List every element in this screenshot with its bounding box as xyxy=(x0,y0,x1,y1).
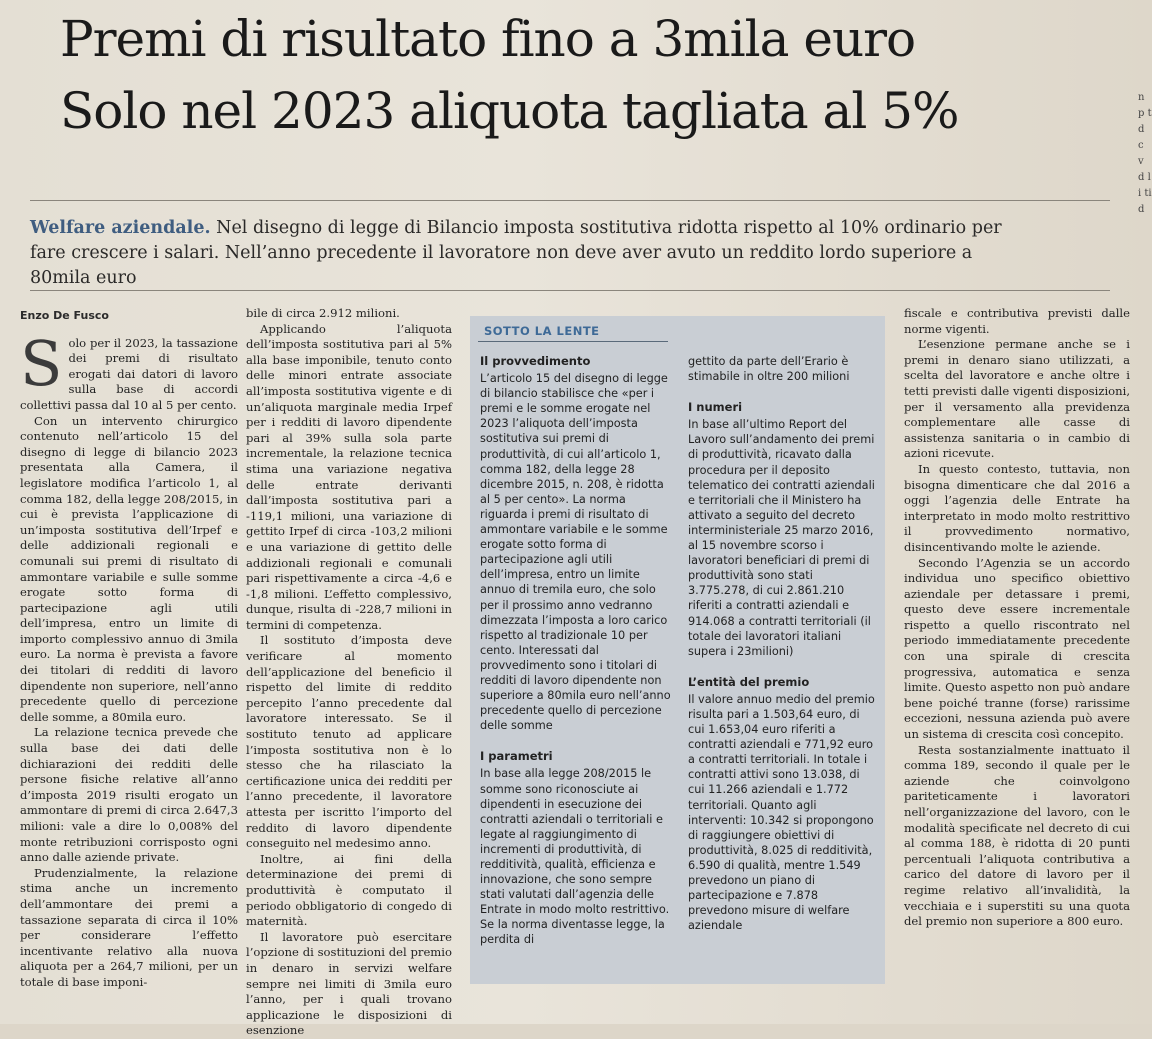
sidebar-title: SOTTO LA LENTE xyxy=(484,324,600,338)
section-heading-parametri: I parametri xyxy=(480,749,553,764)
article-paragraph: bile di circa 2.912 milioni. xyxy=(246,306,400,320)
article-paragraph: Prudenzialmente, la relazione stima anche un incremento dell’ammontare dei premi a tassazione separata di circa il 10% per considerare l’effetto incentivante relativo alla nuova aliquota per a 264,7 milioni, per un totale di base imponi- xyxy=(20,865,238,989)
article-column-1 xyxy=(20,308,238,991)
sidebar-title-rule xyxy=(478,341,668,342)
article-paragraph: Solo per il 2023, la tassazione dei premi di risultato erogati dai datori di lavoro sulla base di accordi collettivi passa dal 10 al 5 per cento. xyxy=(20,326,238,412)
summary-text: Nel disegno di legge di Bilancio imposta sostitutiva ridotta rispetto al 10% ordinario per fare crescere i salari. Nell’anno precedente il lavoratore non deve aver avuto un reddito lordo superiore a 80mila euro xyxy=(30,218,1002,288)
section-text-entita: Il valore annuo medio del premio risulta pari a 1.503,64 euro, di cui 1.653,04 euro riferiti a contratti aziendali e 771,92 euro a contratti territoriali. In totale i contratti attivi sono 13.038, di cui 11.266 aziendali e 1.772 territoriali. Quanto agli interventi: 10.342 si propongono di raggiungere obiettivi di produttività, 8.025 di redditività, 6.590 di qualità, mentre 1.549 prevedono un piano di partecipazione e 7.878 prevedono misure di welfare aziendale xyxy=(688,692,875,933)
article-paragraph: fiscale e contributiva previsti dalle norme vigenti. xyxy=(904,306,1130,336)
article-column-4 xyxy=(904,306,1130,930)
summary-lead: Welfare aziendale. xyxy=(30,218,211,238)
article-paragraph: Applicando l’aliquota dell’imposta sostitutiva pari al 5% alla base imponibile, tenuto conto delle minori entrate associate all’imposta sostitutiva vigente e di un’aliquota marginale media Irpef per i redditi di lavoro dipendente pari al 39% sulla sola parte incrementale, la relazione tecnica stima una variazione negativa delle entrate derivanti dall’imposta sostitutiva pari a -119,1 milioni, una variazione di gettito Irpef di circa -103,2 milioni e una variazione di gettito delle addizionali regionali e comunali pari rispettivamente a circa -4,6 e -1,8 milioni. L’effetto complessivo, dunque, risulta di -228,7 milioni in termini di competenza. xyxy=(246,321,452,632)
sidebar-column-2 xyxy=(688,354,876,949)
article-paragraph: Il sostituto d’imposta deve verificare al momento dell’applicazione del beneficio il rispetto del limite di reddito percepito l’anno precedente dal lavoratore interessato. Se il sostituto tenuto ad applicare l’imposta sostitutiva non è lo stesso che ha rilasciato la certificazione unica dei redditi per l’anno precedente, il lavoratore attesta per iscritto l’importo del reddito di lavoro dipendente conseguito nel medesimo anno. xyxy=(246,633,452,851)
summary-rule xyxy=(30,290,1110,291)
article-paragraph: Inoltre, ai fini della determinazione dei premi di produttività è computato il periodo obbligatorio di congedo di maternità. xyxy=(246,851,452,929)
section-heading-entita: L’entità del premio xyxy=(688,674,810,689)
section-text-provvedimento: L’articolo 15 del disegno di legge di bilancio stabilisce che «per i premi e le somme erogate nel 2023 l’aliquota dell’imposta sostitutiva sui premi di produttività, di cui all’articolo 1, comma 182, della legge 28 dicembre 2015, n. 208, è ridotta al 5 per cento». La norma riguarda i premi di risultato di ammontare variabile e le somme erogate sotto forma di partecipazione agli utili dell’impresa, entro un limite annuo di tremila euro, che solo per il prossimo anno vedranno dimezzata l’imposta a loro carico rispetto al tradizionale 10 per cento. Interessati dal provvedimento sono i titolari di redditi di lavoro dipendente non superiore a 80mila euro nell’anno precedente quello di percezione delle somme xyxy=(480,372,671,733)
article-summary xyxy=(30,216,1020,291)
article-paragraph: L’esenzione permane anche se i premi in denaro siano utilizzati, a scelta del lavoratore e anche oltre i tetti previsti dalle vigenti disposizioni, per il versamento alla previdenza complementare alle casse di assistenza sanitaria o in cambio di azioni ricevute. xyxy=(904,337,1130,461)
article-column-2 xyxy=(246,306,452,1039)
section-text-numeri: In base all’ultimo Report del Lavoro sull’andamento dei premi di produttività, ricavato dalla procedura per il deposito telematico dei contratti aziendali e territoriali che il Ministero ha attivato a seguito del decreto interministeriale 25 marzo 2016, al 15 novembre scorso i lavoratori beneficiari di premi di produttività sono stati 3.775.278, di cui 2.861.210 riferiti a contratti aziendali e 914.068 a contratti territoriali (il totale dei lavoratori italiani supera i 23milioni) xyxy=(688,418,875,658)
adjacent-page-edge-text: n p t d c v d li ti d xyxy=(1138,92,1152,215)
article-paragraph: La relazione tecnica prevede che sulla base dei dati delle dichiarazioni dei redditi delle persone fisiche relative all’anno d’imposta 2019 risulti erogato un ammontare di premi di circa 2.647,3 milioni: vale a dire lo 0,008% del monte retribuzioni corrisposto ogni anno dalle aziende private. xyxy=(20,725,238,865)
section-heading-numeri: I numeri xyxy=(688,400,743,415)
drop-cap: S xyxy=(20,326,63,400)
article-paragraph: Resta sostanzialmente inattuato il comma 189, secondo il quale per le aziende che coinvolgono pariteticamente i lavoratori nell’organizzazione del lavoro, con le modalità specificate nel decreto di cui al comma 188, è ridotta di 20 punti percentuali l’aliquota contributiva a carico del datore di lavoro per il regime relativo all’invalidità, la vecchiaia e i superstiti su una quota del premio non superiore a 800 euro. xyxy=(904,742,1130,929)
sidebar-column-1 xyxy=(480,354,675,964)
section-text-gettito: gettito da parte dell’Erario è stimabile in oltre 200 milioni xyxy=(688,355,850,384)
section-heading-provvedimento: Il provvedimento xyxy=(480,354,591,368)
byline: Enzo De Fusco xyxy=(20,309,109,322)
top-rule xyxy=(30,200,1110,201)
section-text-parametri: In base alla legge 208/2015 le somme sono riconosciute ai dipendenti in esecuzione dei contratti aziendali o territoriali e legate al raggiungimento di incrementi di produttività, di redditività, qualità, efficienza e innovazione, che sono sempre stati valutati dall’agenzia delle Entrate in modo molto restrittivo. Se la norma diventasse legge, la perdita di xyxy=(480,767,670,947)
article-paragraph: Secondo l’Agenzia se un accordo individua uno specifico obiettivo aziendale per detassare i premi, questo deve essere incrementale rispetto a quello riscontrato nel periodo immediatamente precedente con una spirale di crescita progressiva, automatica e senza limite. Questo aspetto non può andare bene poiché tranne (forse) rarissime eccezioni, nessuna azienda può avere un sistema di crescita così concepito. xyxy=(904,555,1130,742)
article-paragraph: Con un intervento chirurgico contenuto nell’articolo 15 del disegno di legge di bilancio 2023 presentata alla Camera, il legislatore modifica l’articolo 1, al comma 182, della legge 208/2015, in cui è prevista l’applicazione di un’imposta sostitutiva dell’Irpef e delle addizionali regionali e comunali sui premi di risultato di ammontare variabile e sulle somme erogate sotto forma di partecipazione agli utili dell’impresa, entro un limite di importo complessivo annuo di 3mila euro. La norma è prevista a favore dei titolari di redditi di lavoro dipendente non superiore, nell’anno precedente quello di percezione delle somme, a 80mila euro. xyxy=(20,413,238,724)
headline-line-1: Premi di risultato fino a 3mila euro xyxy=(60,10,916,68)
article-paragraph: Il lavoratore può esercitare l’opzione di sostituzioni del premio in denaro in servizi welfare sempre nei limiti di 3mila euro l’anno, per i quali trovano applicazione le disposizioni di esenzione xyxy=(246,929,452,1038)
article-paragraph: In questo contesto, tuttavia, non bisogna dimenticare che dal 2016 a oggi l’agenzia delle Entrate ha interpretato in modo molto restrittivo il provvedimento normativo, disincentivando molte le aziende. xyxy=(904,461,1130,554)
headline-line-2: Solo nel 2023 aliquota tagliata al 5% xyxy=(60,82,959,140)
